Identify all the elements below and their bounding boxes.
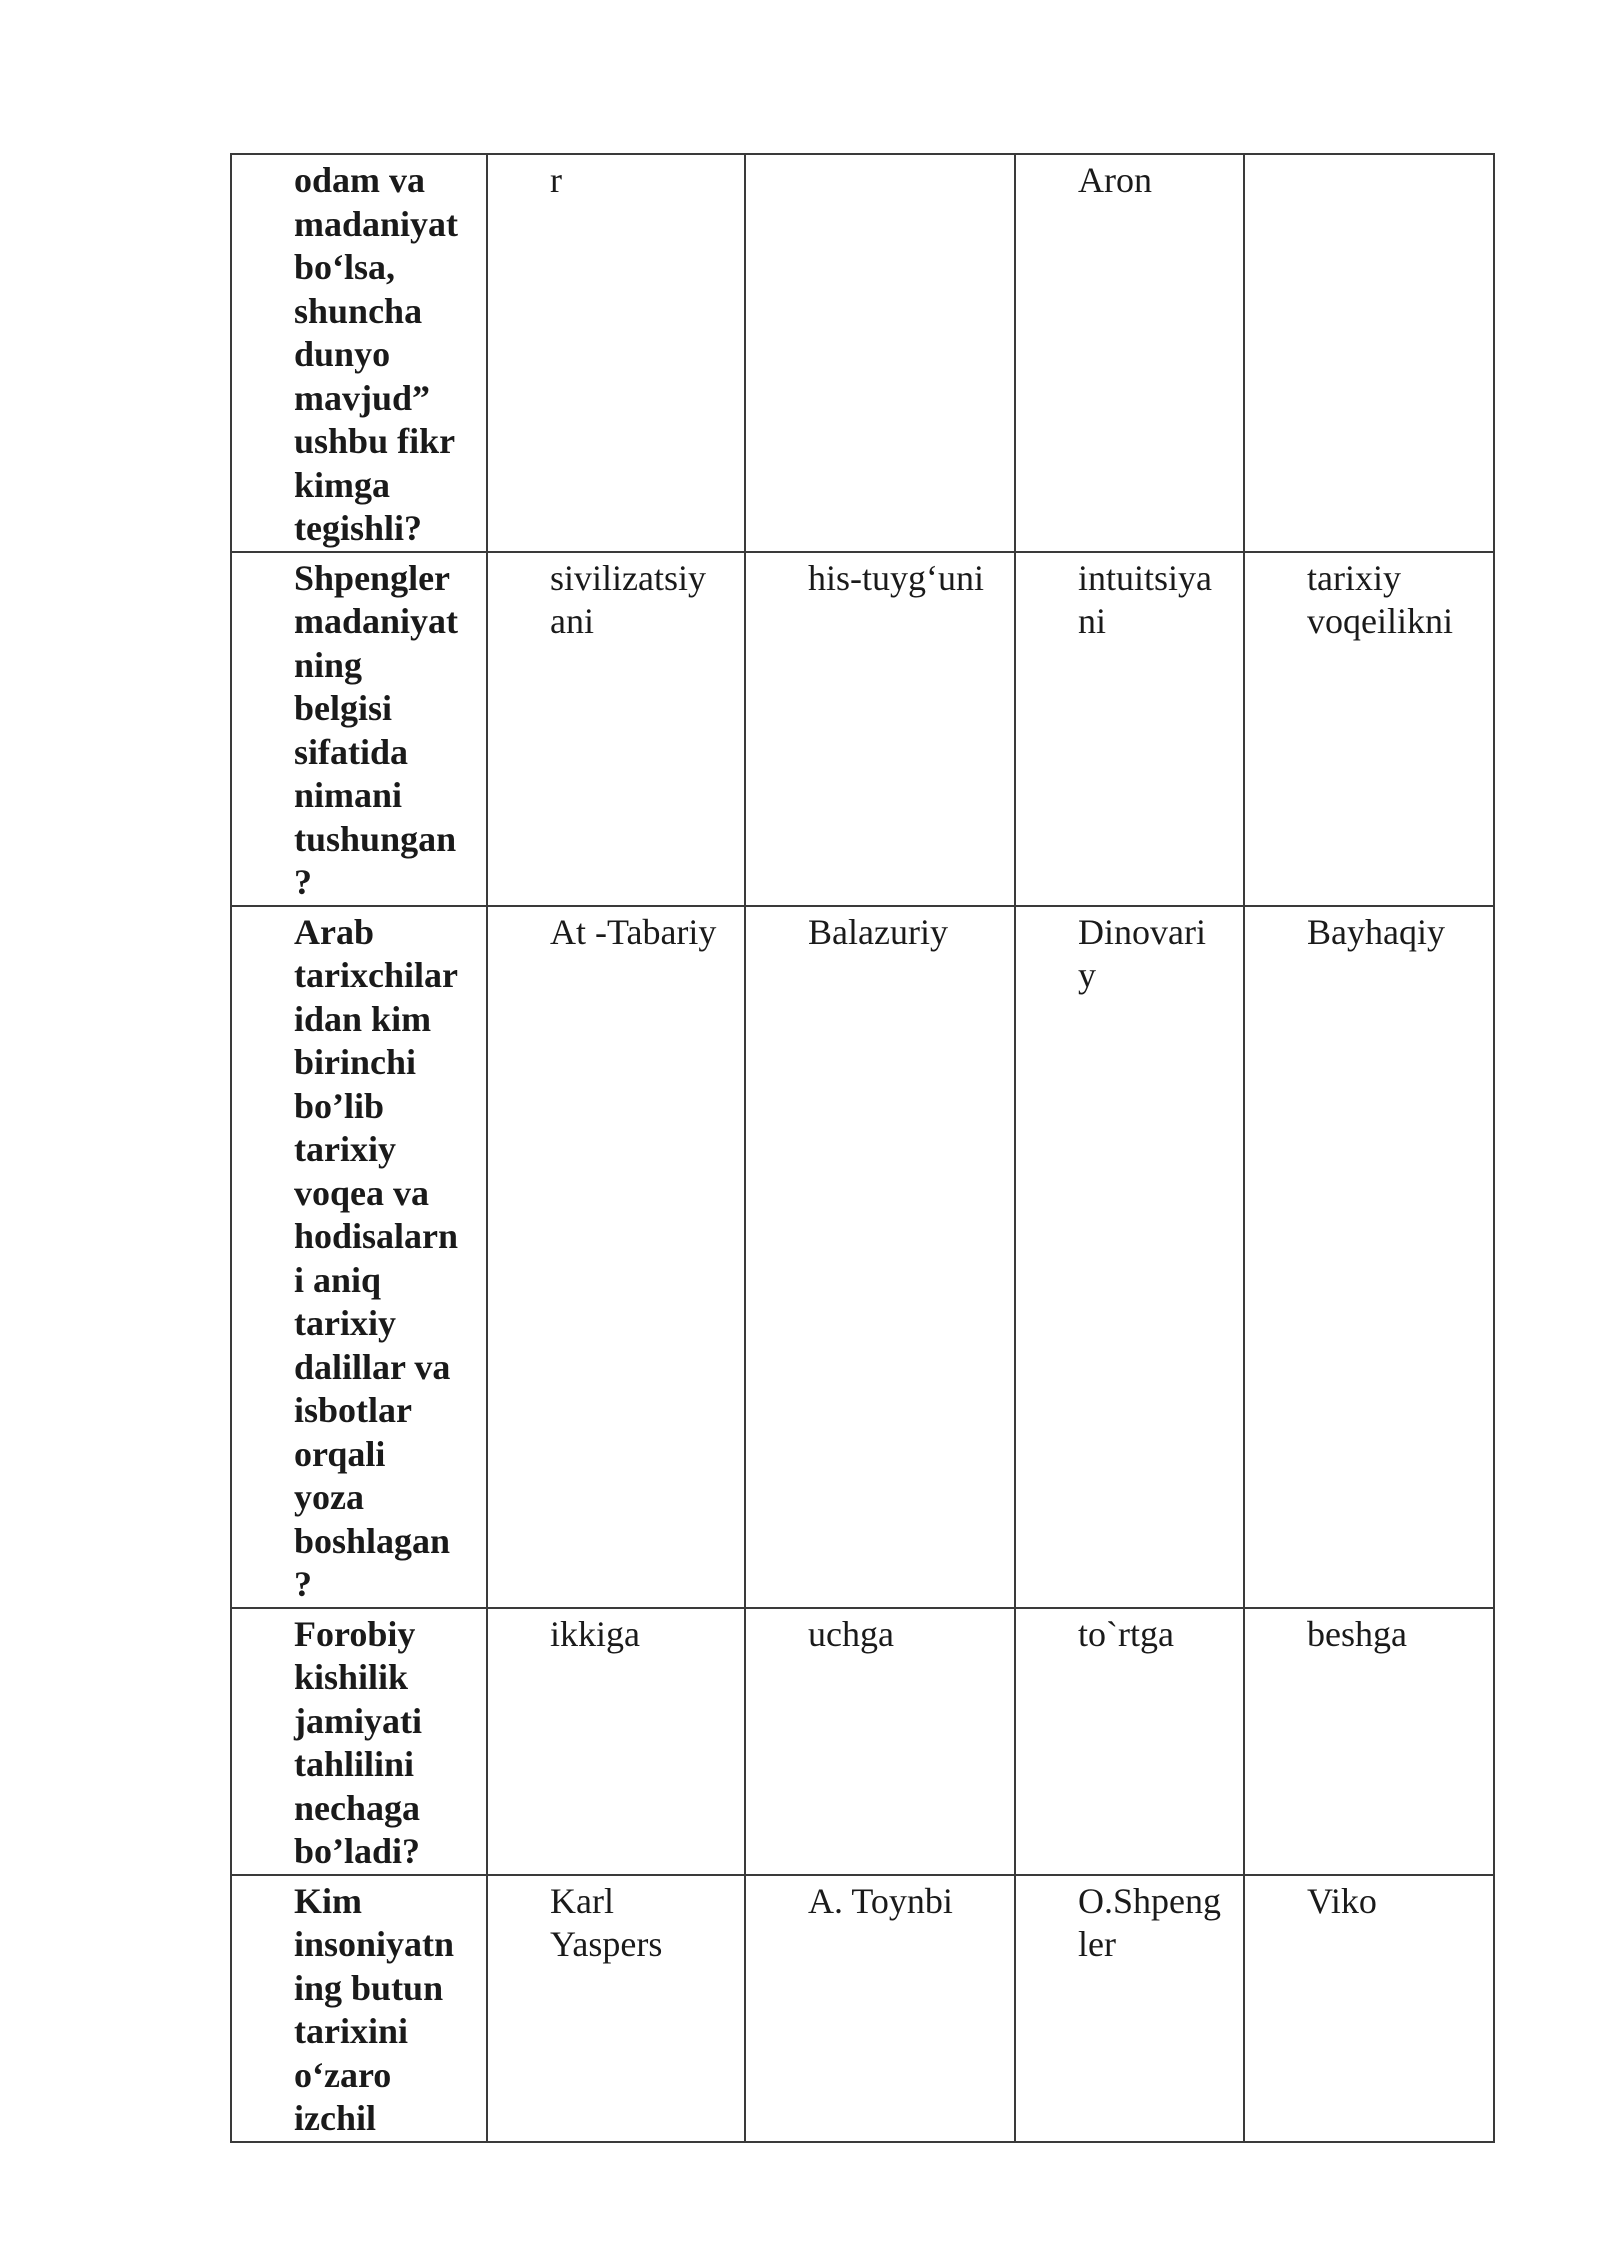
option-c-text: Aron bbox=[1078, 160, 1152, 200]
option-d-text: beshga bbox=[1307, 1613, 1407, 1654]
option-a-cell bbox=[487, 154, 745, 552]
question-text: Shpengler madaniyat ning belgisi sifatida nimani tushungan ? bbox=[294, 557, 459, 902]
quiz-table bbox=[230, 153, 1495, 2143]
option-c-text: to`rtga bbox=[1078, 1613, 1174, 1654]
option-b-cell bbox=[745, 1608, 1015, 1875]
option-b-text: Balazuriy bbox=[808, 911, 948, 952]
option-a-cell bbox=[487, 1875, 745, 2142]
question-text: Arab tarixchilar idan kim birinchi bo’lib tarixiy voqea va hodisalarn i aniq tarixiy dalillar va isbotlar orqali yoza boshlagan ? bbox=[294, 911, 459, 1604]
option-b-text: uchga bbox=[808, 1613, 894, 1654]
option-c-cell bbox=[1015, 154, 1244, 552]
option-d-text: Bayhaqiy bbox=[1307, 911, 1445, 952]
option-a-text: r bbox=[550, 160, 562, 200]
option-a-cell bbox=[487, 1608, 745, 1875]
option-b-cell bbox=[745, 906, 1015, 1608]
question-text: odam va madaniyat bo‘lsa, shuncha dunyo mavjud” ushbu fikr kimga tegishli? bbox=[294, 160, 459, 548]
option-c-text: O.Shpeng ler bbox=[1078, 1880, 1221, 1964]
option-d-text bbox=[1245, 155, 1493, 159]
option-c-cell bbox=[1015, 906, 1244, 1608]
table-row bbox=[231, 552, 1494, 906]
option-c-cell bbox=[1015, 1608, 1244, 1875]
table-row bbox=[231, 154, 1494, 552]
table-row bbox=[231, 906, 1494, 1608]
option-d-cell bbox=[1244, 154, 1494, 552]
option-b-text: his-tuyg‘uni bbox=[808, 557, 984, 598]
option-c-cell bbox=[1015, 1875, 1244, 2142]
question-cell bbox=[231, 154, 487, 552]
option-a-text: sivilizatsiy ani bbox=[550, 557, 706, 641]
question-cell bbox=[231, 552, 487, 906]
question-cell bbox=[231, 1608, 487, 1875]
option-c-text: Dinovari y bbox=[1078, 911, 1206, 995]
option-a-text: ikkiga bbox=[550, 1613, 640, 1654]
option-a-text: At -Tabariy bbox=[550, 911, 717, 952]
option-b-cell bbox=[745, 154, 1015, 552]
option-b-cell bbox=[745, 552, 1015, 906]
table-row bbox=[231, 1608, 1494, 1875]
option-d-cell bbox=[1244, 1875, 1494, 2142]
option-d-cell bbox=[1244, 1608, 1494, 1875]
option-d-cell bbox=[1244, 552, 1494, 906]
option-b-cell bbox=[745, 1875, 1015, 2142]
option-c-cell bbox=[1015, 552, 1244, 906]
table-row bbox=[231, 1875, 1494, 2142]
option-a-cell bbox=[487, 552, 745, 906]
option-b-text bbox=[746, 155, 1014, 159]
option-a-text: Karl Yaspers bbox=[550, 1880, 663, 1964]
question-text: Forobiy kishilik jamiyati tahlilini nechaga bo’ladi? bbox=[294, 1613, 422, 1871]
option-b-text: A. Toynbi bbox=[808, 1880, 953, 1921]
option-d-cell bbox=[1244, 906, 1494, 1608]
option-d-text: Viko bbox=[1307, 1880, 1377, 1921]
option-a-cell bbox=[487, 906, 745, 1608]
question-text: Kim insoniyatn ing butun tarixini o‘zaro izchil bbox=[294, 1880, 455, 2138]
option-c-text: intuitsiya ni bbox=[1078, 557, 1212, 641]
option-d-text: tarixiy voqeilikni bbox=[1307, 557, 1453, 641]
question-cell bbox=[231, 1875, 487, 2142]
question-cell bbox=[231, 906, 487, 1608]
